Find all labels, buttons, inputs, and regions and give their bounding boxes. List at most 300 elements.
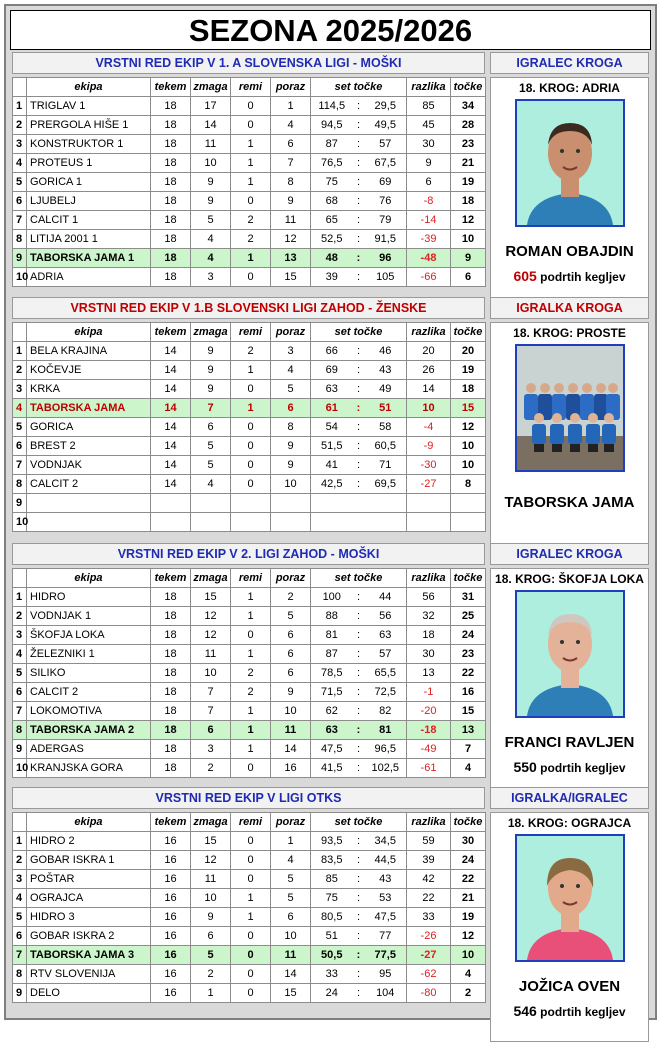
losses-cell: 12 (271, 230, 311, 249)
difference-cell: -49 (407, 740, 451, 759)
losses-cell: 6 (271, 908, 311, 927)
wins-cell: 11 (191, 870, 231, 889)
points-cell: 2 (451, 984, 486, 1003)
column-header: ekipa (27, 813, 151, 832)
draws-cell: 1 (231, 135, 271, 154)
column-header: set točke (311, 569, 407, 588)
rank-cell: 6 (13, 927, 27, 946)
table-row (13, 192, 486, 211)
points-cell: 10 (451, 456, 486, 475)
sets-sep-cell: : (353, 851, 365, 870)
draws-cell: 0 (231, 456, 271, 475)
sets-against-cell: 95 (365, 965, 407, 984)
page-title: SEZONA 2025/2026 (10, 10, 651, 50)
games-cell: 14 (151, 342, 191, 361)
column-header: set točke (311, 78, 407, 97)
wins-cell: 9 (191, 908, 231, 927)
sets-sep-cell: : (353, 192, 365, 211)
sets-against-cell: 96 (365, 249, 407, 268)
table-row (13, 645, 486, 664)
losses-cell: 6 (271, 135, 311, 154)
difference-cell: 85 (407, 97, 451, 116)
team-name-cell: PRERGOLA HIŠE 1 (27, 116, 151, 135)
wins-cell: 11 (191, 645, 231, 664)
sets-for-cell: 48 (311, 249, 353, 268)
sets-against-cell: 51 (365, 399, 407, 418)
table-row (13, 399, 486, 418)
draws-cell: 0 (231, 927, 271, 946)
wins-cell: 4 (191, 475, 231, 494)
games-cell: 18 (151, 721, 191, 740)
draws-cell: 1 (231, 721, 271, 740)
rank-cell: 3 (13, 135, 27, 154)
losses-cell: 4 (271, 851, 311, 870)
losses-cell: 15 (271, 984, 311, 1003)
games-cell: 16 (151, 946, 191, 965)
score-value: 605 (513, 268, 537, 284)
difference-cell: -1 (407, 683, 451, 702)
team-name-cell: CALCIT 2 (27, 683, 151, 702)
draws-cell: 0 (231, 759, 271, 778)
sets-sep-cell: : (353, 97, 365, 116)
column-header: tekem (151, 323, 191, 342)
difference-cell: -14 (407, 211, 451, 230)
column-header: poraz (271, 78, 311, 97)
draws-cell: 1 (231, 607, 271, 626)
difference-cell: -80 (407, 984, 451, 1003)
draws-cell: 0 (231, 832, 271, 851)
wins-cell: 9 (191, 380, 231, 399)
player-of-round-header: IGRALEC KROGA (490, 52, 649, 74)
sets-against-cell: 79 (365, 211, 407, 230)
league-header: VRSTNI RED EKIP V 1. A SLOVENSKA LIGI - MOŠKI (12, 52, 485, 74)
games-cell: 18 (151, 135, 191, 154)
difference-cell: 22 (407, 889, 451, 908)
sets-for-cell: 62 (311, 702, 353, 721)
sets-for-cell: 81 (311, 626, 353, 645)
difference-cell: 13 (407, 664, 451, 683)
team-name-cell: POŠTAR (27, 870, 151, 889)
games-cell (151, 513, 191, 532)
sets-sep-cell: : (353, 832, 365, 851)
rank-cell: 9 (13, 494, 27, 513)
column-header: točke (451, 323, 486, 342)
sets-for-cell: 42,5 (311, 475, 353, 494)
rank-cell: 6 (13, 683, 27, 702)
column-header: remi (231, 813, 271, 832)
table-row (13, 380, 486, 399)
sets-for-cell: 87 (311, 645, 353, 664)
sets-against-cell: 63 (365, 626, 407, 645)
draws-cell: 0 (231, 965, 271, 984)
rank-cell: 1 (13, 588, 27, 607)
draws-cell: 2 (231, 230, 271, 249)
draws-cell: 0 (231, 475, 271, 494)
rank-cell: 7 (13, 702, 27, 721)
table-row (13, 908, 486, 927)
sets-sep-cell: : (353, 380, 365, 399)
sets-against-cell: 46 (365, 342, 407, 361)
table-header-row (13, 569, 486, 588)
sets-against-cell: 43 (365, 361, 407, 380)
rank-cell: 9 (13, 249, 27, 268)
player-photo (515, 344, 625, 472)
sets-against-cell: 82 (365, 702, 407, 721)
rank-cell: 1 (13, 832, 27, 851)
losses-cell: 5 (271, 870, 311, 889)
team-name-cell: ADERGAS (27, 740, 151, 759)
draws-cell: 1 (231, 645, 271, 664)
player-name: TABORSKA JAMA (504, 494, 635, 511)
team-name-cell: TABORSKA JAMA (27, 399, 151, 418)
table-row (13, 249, 486, 268)
sets-against-cell: 53 (365, 889, 407, 908)
sets-sep-cell: : (353, 965, 365, 984)
table-row (13, 683, 486, 702)
team-name-cell: CALCIT 1 (27, 211, 151, 230)
losses-cell: 2 (271, 588, 311, 607)
rank-cell: 8 (13, 475, 27, 494)
draws-cell: 0 (231, 97, 271, 116)
sets-against-cell: 49,5 (365, 116, 407, 135)
losses-cell (271, 494, 311, 513)
sets-for-cell: 80,5 (311, 908, 353, 927)
points-cell (451, 494, 486, 513)
draws-cell: 1 (231, 588, 271, 607)
table-row (13, 230, 486, 249)
draws-cell: 0 (231, 116, 271, 135)
sets-sep-cell: : (353, 626, 365, 645)
sets-against-cell: 44,5 (365, 851, 407, 870)
sets-for-cell: 100 (311, 588, 353, 607)
draws-cell (231, 513, 271, 532)
league-section (8, 52, 653, 296)
wins-cell: 12 (191, 851, 231, 870)
wins-cell: 7 (191, 399, 231, 418)
sets-against-cell: 56 (365, 607, 407, 626)
sets-for-cell: 41,5 (311, 759, 353, 778)
difference-cell: 45 (407, 116, 451, 135)
table-row (13, 759, 486, 778)
player-of-round-header: IGRALKA KROGA (490, 297, 649, 319)
league-section (8, 543, 653, 787)
sets-against-cell: 34,5 (365, 832, 407, 851)
rank-cell: 8 (13, 230, 27, 249)
sets-sep-cell (353, 494, 365, 513)
team-name-cell: SILIKO (27, 664, 151, 683)
wins-cell: 5 (191, 211, 231, 230)
points-cell: 10 (451, 946, 486, 965)
sets-for-cell (311, 494, 353, 513)
wins-cell: 5 (191, 946, 231, 965)
draws-cell: 1 (231, 361, 271, 380)
sets-sep-cell: : (353, 230, 365, 249)
wins-cell: 10 (191, 664, 231, 683)
sets-against-cell (365, 513, 407, 532)
points-cell: 15 (451, 399, 486, 418)
difference-cell: -26 (407, 927, 451, 946)
points-cell: 22 (451, 870, 486, 889)
sets-against-cell: 43 (365, 870, 407, 889)
sets-sep-cell: : (353, 475, 365, 494)
player-score (491, 759, 648, 775)
draws-cell: 0 (231, 851, 271, 870)
sets-against-cell: 71 (365, 456, 407, 475)
table-row (13, 702, 486, 721)
difference-cell: 42 (407, 870, 451, 889)
difference-cell (407, 494, 451, 513)
rank-cell: 4 (13, 154, 27, 173)
column-header: tekem (151, 569, 191, 588)
losses-cell: 6 (271, 645, 311, 664)
difference-cell: 32 (407, 607, 451, 626)
games-cell: 18 (151, 702, 191, 721)
losses-cell: 14 (271, 740, 311, 759)
sets-sep-cell: : (353, 268, 365, 287)
team-name-cell: ADRIA (27, 268, 151, 287)
team-name-cell: HIDRO 2 (27, 832, 151, 851)
sets-for-cell: 51 (311, 927, 353, 946)
team-name-cell: BREST 2 (27, 437, 151, 456)
points-cell: 24 (451, 626, 486, 645)
table-row (13, 607, 486, 626)
table-row (13, 984, 486, 1003)
rank-cell: 10 (13, 268, 27, 287)
sets-sep-cell: : (353, 607, 365, 626)
column-header: set točke (311, 323, 407, 342)
sets-against-cell: 57 (365, 645, 407, 664)
column-header: zmaga (191, 78, 231, 97)
games-cell: 18 (151, 607, 191, 626)
losses-cell: 1 (271, 832, 311, 851)
sets-for-cell: 63 (311, 721, 353, 740)
games-cell: 18 (151, 173, 191, 192)
team-name-cell: GOBAR ISKRA 2 (27, 927, 151, 946)
difference-cell: -18 (407, 721, 451, 740)
losses-cell: 4 (271, 361, 311, 380)
table-row (13, 342, 486, 361)
table-row (13, 268, 486, 287)
difference-cell: 39 (407, 851, 451, 870)
player-name: ROMAN OBAJDIN (505, 243, 634, 260)
sets-for-cell: 69 (311, 361, 353, 380)
sets-against-cell: 102,5 (365, 759, 407, 778)
wins-cell: 17 (191, 97, 231, 116)
draws-cell: 1 (231, 889, 271, 908)
rank-cell: 4 (13, 889, 27, 908)
sets-for-cell: 54 (311, 418, 353, 437)
points-cell: 4 (451, 965, 486, 984)
table-row (13, 588, 486, 607)
difference-cell: 56 (407, 588, 451, 607)
sets-sep-cell: : (353, 927, 365, 946)
rank-cell: 6 (13, 192, 27, 211)
column-header: razlika (407, 78, 451, 97)
table-row (13, 418, 486, 437)
points-cell: 15 (451, 702, 486, 721)
sets-for-cell: 33 (311, 965, 353, 984)
wins-cell: 6 (191, 418, 231, 437)
sets-against-cell: 69 (365, 173, 407, 192)
points-cell: 7 (451, 740, 486, 759)
column-header: točke (451, 78, 486, 97)
wins-cell: 6 (191, 721, 231, 740)
points-cell: 12 (451, 927, 486, 946)
column-header: poraz (271, 813, 311, 832)
sets-against-cell: 47,5 (365, 908, 407, 927)
games-cell: 18 (151, 588, 191, 607)
score-label: podrtih kegljev (540, 270, 626, 284)
column-header: remi (231, 78, 271, 97)
rank-cell: 5 (13, 908, 27, 927)
league-section (8, 297, 653, 541)
sets-against-cell: 91,5 (365, 230, 407, 249)
sets-against-cell: 65,5 (365, 664, 407, 683)
points-cell: 6 (451, 268, 486, 287)
player-name: JOŽICA OVEN (518, 978, 621, 995)
standings-table (12, 812, 486, 1003)
difference-cell: 14 (407, 380, 451, 399)
team-name-cell: GORICA (27, 418, 151, 437)
standings-table (12, 322, 486, 532)
table-row (13, 626, 486, 645)
draws-cell: 1 (231, 249, 271, 268)
losses-cell: 6 (271, 664, 311, 683)
sets-sep-cell: : (353, 870, 365, 889)
column-header: poraz (271, 569, 311, 588)
team-name-cell: OGRAJCA (27, 889, 151, 908)
sets-sep-cell: : (353, 211, 365, 230)
difference-cell: -66 (407, 268, 451, 287)
games-cell: 14 (151, 418, 191, 437)
rank-cell: 7 (13, 946, 27, 965)
column-header: ekipa (27, 78, 151, 97)
games-cell: 14 (151, 456, 191, 475)
sets-for-cell: 85 (311, 870, 353, 889)
wins-cell: 9 (191, 173, 231, 192)
wins-cell (191, 513, 231, 532)
rank-cell: 4 (13, 399, 27, 418)
draws-cell: 0 (231, 192, 271, 211)
games-cell: 14 (151, 380, 191, 399)
points-cell: 25 (451, 607, 486, 626)
sets-sep-cell: : (353, 664, 365, 683)
points-cell: 21 (451, 889, 486, 908)
wins-cell: 15 (191, 588, 231, 607)
score-label: podrtih kegljev (540, 761, 626, 775)
games-cell: 18 (151, 268, 191, 287)
games-cell: 16 (151, 889, 191, 908)
column-header: zmaga (191, 813, 231, 832)
difference-cell: 6 (407, 173, 451, 192)
sets-against-cell: 69,5 (365, 475, 407, 494)
team-name-cell: TABORSKA JAMA 2 (27, 721, 151, 740)
draws-cell: 0 (231, 437, 271, 456)
points-cell: 4 (451, 759, 486, 778)
difference-cell: -20 (407, 702, 451, 721)
losses-cell: 6 (271, 626, 311, 645)
difference-cell: 20 (407, 342, 451, 361)
points-cell: 20 (451, 342, 486, 361)
sets-against-cell: 77 (365, 927, 407, 946)
table-row (13, 664, 486, 683)
wins-cell: 9 (191, 342, 231, 361)
losses-cell: 5 (271, 380, 311, 399)
player-photo (515, 99, 625, 227)
sets-sep-cell: : (353, 889, 365, 908)
losses-cell: 15 (271, 268, 311, 287)
points-cell: 30 (451, 832, 486, 851)
games-cell: 16 (151, 832, 191, 851)
difference-cell: -39 (407, 230, 451, 249)
player-of-round-header: IGRALEC KROGA (490, 543, 649, 565)
sets-sep-cell: : (353, 740, 365, 759)
player-name: FRANCI RAVLJEN (504, 734, 635, 751)
sets-for-cell: 47,5 (311, 740, 353, 759)
games-cell: 18 (151, 740, 191, 759)
games-cell: 14 (151, 437, 191, 456)
difference-cell: -27 (407, 946, 451, 965)
games-cell: 16 (151, 984, 191, 1003)
rank-cell: 6 (13, 437, 27, 456)
player-score (491, 268, 648, 284)
draws-cell: 0 (231, 626, 271, 645)
difference-cell: 9 (407, 154, 451, 173)
column-header: remi (231, 323, 271, 342)
losses-cell: 9 (271, 456, 311, 475)
games-cell: 18 (151, 211, 191, 230)
losses-cell: 8 (271, 418, 311, 437)
team-name-cell: BELA KRAJINA (27, 342, 151, 361)
losses-cell: 11 (271, 946, 311, 965)
team-name-cell: KRANJSKA GORA (27, 759, 151, 778)
difference-cell: -27 (407, 475, 451, 494)
column-header: set točke (311, 813, 407, 832)
losses-cell: 4 (271, 116, 311, 135)
draws-cell: 1 (231, 173, 271, 192)
table-row (13, 832, 486, 851)
sets-against-cell: 77,5 (365, 946, 407, 965)
table-row (13, 97, 486, 116)
sets-for-cell: 50,5 (311, 946, 353, 965)
team-name-cell: ŠKOFJA LOKA (27, 626, 151, 645)
sets-for-cell: 68 (311, 192, 353, 211)
games-cell: 18 (151, 192, 191, 211)
player-score (491, 1003, 648, 1019)
sets-for-cell: 75 (311, 889, 353, 908)
table-row (13, 513, 486, 532)
draws-cell: 0 (231, 418, 271, 437)
rank-cell: 1 (13, 97, 27, 116)
sets-for-cell: 76,5 (311, 154, 353, 173)
games-cell: 18 (151, 249, 191, 268)
column-header: točke (451, 813, 486, 832)
column-header: točke (451, 569, 486, 588)
games-cell: 18 (151, 645, 191, 664)
wins-cell: 7 (191, 702, 231, 721)
sets-for-cell (311, 513, 353, 532)
column-header: zmaga (191, 569, 231, 588)
points-cell: 10 (451, 230, 486, 249)
sets-sep-cell: : (353, 173, 365, 192)
points-cell: 23 (451, 645, 486, 664)
wins-cell: 2 (191, 759, 231, 778)
table-row (13, 927, 486, 946)
difference-cell: -9 (407, 437, 451, 456)
wins-cell: 10 (191, 889, 231, 908)
sets-for-cell: 61 (311, 399, 353, 418)
sets-sep-cell: : (353, 759, 365, 778)
